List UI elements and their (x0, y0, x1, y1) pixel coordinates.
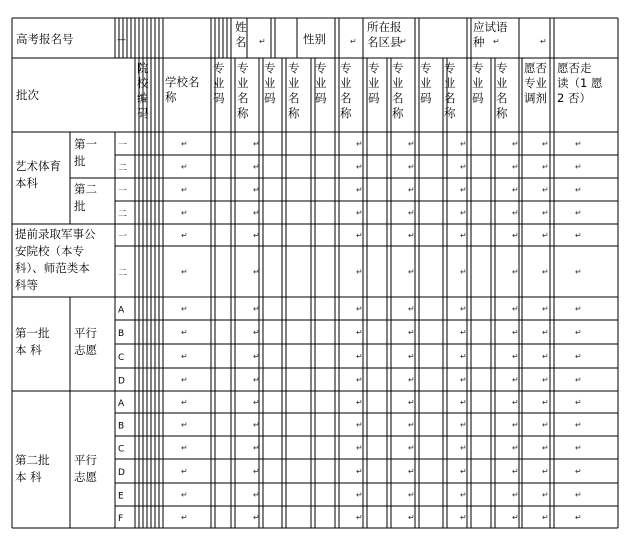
row-marker: B (118, 421, 125, 432)
cell-placeholder-mark: ↵ (542, 304, 549, 314)
cell-placeholder-mark: ↵ (460, 467, 467, 476)
cell-placeholder-mark: ↵ (542, 513, 549, 522)
parallel-choice-label: 平行 (74, 453, 97, 467)
cell-placeholder-mark: ↵ (512, 162, 519, 172)
cell-placeholder-mark: ↵ (460, 375, 467, 385)
cell-placeholder-mark: ↵ (356, 267, 363, 277)
cell-placeholder-mark: ↵ (408, 420, 415, 430)
cell-placeholder-mark: ↵ (408, 231, 415, 240)
row-marker: B (118, 329, 125, 339)
cell-placeholder-mark: ↵ (542, 231, 549, 240)
cell-placeholder-mark: ↵ (542, 375, 549, 385)
cell-placeholder-mark: ↵ (408, 443, 415, 453)
row-marker: C (118, 353, 125, 363)
cell-placeholder-mark: ↵ (575, 443, 582, 453)
cell-placeholder-mark: ↵ (356, 443, 363, 453)
cell-placeholder-mark: ↵ (356, 208, 363, 218)
cell-placeholder-mark: ↵ (512, 513, 519, 522)
language-label: 应试语 (473, 20, 508, 34)
cell-placeholder-mark: ↵ (512, 467, 519, 476)
table-text-layer (15, 20, 603, 524)
cell-placeholder-mark: ↵ (253, 304, 260, 314)
major-code-column-label: 业 (264, 76, 276, 90)
cell-placeholder-mark: ↵ (356, 185, 363, 195)
cell-placeholder-mark: ↵ (542, 162, 549, 172)
cell-placeholder-mark: ↵ (181, 398, 188, 407)
major-code-column-label: 码 (264, 91, 276, 105)
cell-placeholder-mark: ↵ (460, 443, 467, 453)
first-batch-undergrad-label: 第一批 (15, 326, 50, 340)
major-name-column-label: 名 (288, 91, 300, 105)
cell-placeholder-mark: ↵ (575, 352, 582, 361)
cell-placeholder-mark: ↵ (575, 162, 582, 172)
parallel-choice-label: 平行 (74, 326, 97, 340)
cell-placeholder-mark: ↵ (181, 328, 188, 337)
cell-placeholder-mark: ↵ (575, 208, 582, 218)
school-code-column-label: 校 (137, 76, 149, 90)
cell-placeholder-mark: ↵ (542, 467, 549, 476)
art-sports-batch-label: 本科 (15, 176, 38, 190)
major-name-column-label: 称 (237, 106, 249, 120)
cell-placeholder-mark: ↵ (408, 352, 415, 361)
cell-placeholder-mark: ↵ (542, 208, 549, 218)
major-name-column-label: 称 (496, 106, 508, 120)
major-code-column-label: 专 (213, 61, 225, 75)
cell-placeholder-mark: ↵ (408, 185, 415, 195)
header-placeholder-mark: ↵ (400, 37, 407, 46)
cell-placeholder-mark: ↵ (356, 352, 363, 361)
cell-placeholder-mark: ↵ (408, 139, 415, 149)
cell-placeholder-mark: ↵ (181, 208, 188, 218)
second-batch-undergrad-label: 第二批 (15, 453, 50, 467)
cell-placeholder-mark: ↵ (253, 467, 260, 476)
first-batch-label: 第一 (74, 137, 97, 151)
cell-placeholder-mark: ↵ (408, 490, 415, 500)
cell-placeholder-mark: ↵ (575, 420, 582, 430)
early-admission-label: 安院校（本专 (15, 244, 84, 258)
language-label: 种 (473, 35, 485, 49)
cell-placeholder-mark: ↵ (408, 267, 415, 277)
major-code-column-label: 专 (315, 61, 327, 75)
cell-placeholder-mark: ↵ (542, 185, 549, 195)
cell-placeholder-mark: ↵ (181, 467, 188, 476)
cell-placeholder-mark: ↵ (253, 231, 260, 240)
cell-placeholder-mark: ↵ (512, 304, 519, 314)
cell-placeholder-mark: ↵ (512, 490, 519, 500)
cell-placeholder-mark: ↵ (181, 304, 188, 314)
cell-placeholder-mark: ↵ (512, 231, 519, 240)
major-code-column-label: 专 (472, 61, 484, 75)
major-name-column-label: 专 (444, 61, 456, 75)
row-marker: E (118, 491, 124, 502)
cell-placeholder-mark: ↵ (181, 267, 188, 277)
cell-placeholder-mark: ↵ (253, 352, 260, 361)
study-column-label: 读（1 愿 (557, 76, 603, 90)
cell-placeholder-mark: ↵ (460, 208, 467, 218)
cell-placeholder-mark: ↵ (253, 267, 260, 277)
first-batch-label: 批 (74, 154, 86, 168)
major-code-column-label: 业 (213, 76, 225, 90)
cell-placeholder-mark: ↵ (575, 231, 582, 240)
major-name-column-label: 称 (392, 106, 404, 120)
major-name-column-label: 名 (340, 91, 352, 105)
exam-number-label: 高考报名号 (16, 32, 74, 46)
cell-placeholder-mark: ↵ (575, 467, 582, 476)
major-name-column-label: 称 (340, 106, 352, 120)
cell-placeholder-mark: ↵ (460, 398, 467, 407)
name-label: 名 (235, 35, 247, 49)
cell-placeholder-mark: ↵ (460, 185, 467, 195)
cell-placeholder-mark: ↵ (512, 375, 519, 385)
cell-placeholder-mark: ↵ (542, 398, 549, 407)
cell-placeholder-mark: ↵ (575, 304, 582, 314)
major-name-column-label: 业 (444, 76, 456, 90)
cell-placeholder-mark: ↵ (512, 443, 519, 453)
cell-placeholder-mark: ↵ (356, 420, 363, 430)
first-batch-undergrad-label: 本 科 (15, 343, 42, 357)
school-name-column-label: 学校名 (165, 75, 200, 89)
school-code-column-label: 编 (137, 91, 149, 105)
cell-placeholder-mark: ↵ (460, 420, 467, 430)
major-name-column-label: 专 (340, 61, 352, 75)
cell-placeholder-mark: ↵ (253, 398, 260, 407)
cell-placeholder-mark: ↵ (253, 375, 260, 385)
major-code-column-label: 码 (213, 91, 225, 105)
cell-placeholder-mark: ↵ (542, 443, 549, 453)
cell-placeholder-mark: ↵ (542, 139, 549, 149)
major-name-column-label: 名 (392, 91, 404, 105)
cell-placeholder-mark: ↵ (460, 304, 467, 314)
art-sports-batch-label: 艺术体育 (15, 159, 61, 173)
adjust-column-label: 愿否 (524, 61, 547, 75)
cell-placeholder-mark: ↵ (575, 490, 582, 500)
cell-placeholder-mark: ↵ (575, 375, 582, 385)
cell-placeholder-mark: ↵ (575, 267, 582, 277)
header-placeholder-mark: ↵ (350, 37, 357, 46)
major-name-column-label: 业 (288, 76, 300, 90)
major-name-column-label: 专 (237, 61, 249, 75)
major-name-column-label: 业 (392, 76, 404, 90)
cell-placeholder-mark: ↵ (356, 231, 363, 240)
cell-placeholder-mark: ↵ (356, 139, 363, 149)
parallel-choice-label: 志愿 (74, 470, 97, 484)
adjust-column-label: 调剂 (524, 91, 547, 105)
cell-placeholder-mark: ↵ (512, 267, 519, 277)
school-code-column-label: 院 (137, 61, 149, 75)
cell-placeholder-mark: ↵ (575, 398, 582, 407)
cell-placeholder-mark: ↵ (408, 375, 415, 385)
row-marker: 二 (118, 268, 128, 279)
major-code-column-label: 码 (472, 91, 484, 105)
cell-placeholder-mark: ↵ (512, 185, 519, 195)
major-name-column-label: 称 (288, 106, 300, 120)
cell-placeholder-mark: ↵ (181, 185, 188, 195)
major-code-column-label: 专 (264, 61, 276, 75)
cell-placeholder-mark: ↵ (356, 162, 363, 172)
cell-placeholder-mark: ↵ (575, 185, 582, 195)
cell-placeholder-mark: ↵ (542, 490, 549, 500)
cell-placeholder-mark: ↵ (181, 490, 188, 500)
adjust-column-label: 专业 (524, 76, 547, 90)
cell-placeholder-mark: ↵ (181, 513, 188, 522)
major-code-column-label: 码 (315, 91, 327, 105)
major-name-column-label: 专 (392, 61, 404, 75)
district-label: 所在报 (367, 20, 402, 34)
row-marker: C (118, 444, 125, 455)
cell-placeholder-mark: ↵ (356, 375, 363, 385)
cell-placeholder-mark: ↵ (181, 139, 188, 149)
exam-number-dash: — (117, 35, 126, 45)
batch-column-label: 批次 (16, 88, 39, 102)
major-code-column-label: 码 (420, 91, 432, 105)
cell-placeholder-mark: ↵ (356, 398, 363, 407)
cell-placeholder-mark: ↵ (253, 162, 260, 172)
cell-placeholder-mark: ↵ (356, 467, 363, 476)
study-column-label: 2 否） (557, 91, 591, 105)
cell-placeholder-mark: ↵ (356, 490, 363, 500)
cell-placeholder-mark: ↵ (575, 513, 582, 522)
major-name-column-label: 业 (237, 76, 249, 90)
cell-placeholder-mark: ↵ (181, 420, 188, 430)
school-code-column-label: 码 (137, 106, 149, 120)
cell-placeholder-mark: ↵ (253, 328, 260, 337)
cell-placeholder-mark: ↵ (460, 352, 467, 361)
name-label: 姓 (235, 20, 247, 34)
cell-placeholder-mark: ↵ (512, 398, 519, 407)
row-marker: D (118, 468, 125, 478)
major-name-column-label: 称 (444, 106, 456, 120)
early-admission-label: 提前录取军事公 (15, 227, 96, 241)
cell-placeholder-mark: ↵ (542, 267, 549, 277)
second-batch-label: 批 (74, 199, 86, 213)
cell-placeholder-mark: ↵ (512, 352, 519, 361)
row-marker: 一 (118, 140, 128, 151)
cell-placeholder-mark: ↵ (408, 513, 415, 522)
header-placeholder-mark: ↵ (493, 37, 500, 46)
cell-placeholder-mark: ↵ (460, 139, 467, 149)
major-code-column-label: 专 (368, 61, 380, 75)
second-batch-undergrad-label: 本 科 (15, 470, 42, 484)
cell-placeholder-mark: ↵ (460, 231, 467, 240)
row-marker: A (118, 399, 125, 409)
cell-placeholder-mark: ↵ (181, 231, 188, 240)
cell-placeholder-mark: ↵ (253, 420, 260, 430)
major-code-column-label: 业 (420, 76, 432, 90)
cell-placeholder-mark: ↵ (542, 420, 549, 430)
cell-placeholder-mark: ↵ (253, 513, 260, 522)
cell-placeholder-mark: ↵ (460, 162, 467, 172)
cell-placeholder-mark: ↵ (460, 328, 467, 337)
major-code-column-label: 业 (472, 76, 484, 90)
cell-placeholder-mark: ↵ (253, 185, 260, 195)
cell-placeholder-mark: ↵ (575, 139, 582, 149)
major-name-column-label: 名 (496, 91, 508, 105)
cell-placeholder-mark: ↵ (542, 352, 549, 361)
major-name-column-label: 业 (340, 76, 352, 90)
major-code-column-label: 业 (315, 76, 327, 90)
cell-placeholder-mark: ↵ (512, 328, 519, 337)
cell-placeholder-mark: ↵ (460, 490, 467, 500)
cell-placeholder-mark: ↵ (512, 139, 519, 149)
major-code-column-label: 专 (420, 61, 432, 75)
cell-placeholder-mark: ↵ (253, 443, 260, 453)
major-name-column-label: 名 (444, 91, 456, 105)
row-marker: F (118, 514, 124, 524)
cell-placeholder-mark: ↵ (181, 352, 188, 361)
cell-placeholder-mark: ↵ (253, 139, 260, 149)
row-marker: 一 (118, 186, 128, 197)
school-name-column-label: 称 (165, 90, 177, 104)
row-marker: A (118, 305, 125, 316)
cell-placeholder-mark: ↵ (460, 267, 467, 277)
cell-placeholder-mark: ↵ (408, 328, 415, 337)
parallel-choice-label: 志愿 (74, 343, 97, 357)
cell-placeholder-mark: ↵ (408, 398, 415, 407)
major-name-column-label: 业 (496, 76, 508, 90)
gender-label: 性别 (303, 32, 326, 46)
row-marker: 二 (118, 209, 128, 220)
major-name-column-label: 名 (237, 91, 249, 105)
cell-placeholder-mark: ↵ (253, 490, 260, 500)
cell-placeholder-mark: ↵ (253, 208, 260, 218)
cell-placeholder-mark: ↵ (460, 513, 467, 522)
row-marker: D (118, 376, 125, 387)
cell-placeholder-mark: ↵ (181, 443, 188, 453)
study-column-label: 愿否走 (557, 61, 592, 75)
cell-placeholder-mark: ↵ (542, 328, 549, 337)
header-placeholder-mark: ↵ (540, 37, 547, 46)
cell-placeholder-mark: ↵ (356, 513, 363, 522)
cell-placeholder-mark: ↵ (575, 328, 582, 337)
row-marker: 一 (118, 232, 128, 242)
early-admission-label: 科等 (15, 278, 38, 292)
cell-placeholder-mark: ↵ (408, 208, 415, 218)
cell-placeholder-mark: ↵ (356, 304, 363, 314)
district-label: 名区县 (367, 35, 402, 49)
major-name-column-label: 专 (496, 61, 508, 75)
major-name-column-label: 专 (288, 61, 300, 75)
header-placeholder-mark: ↵ (259, 37, 266, 46)
cell-placeholder-mark: ↵ (512, 208, 519, 218)
cell-placeholder-mark: ↵ (181, 162, 188, 172)
cell-placeholder-mark: ↵ (512, 420, 519, 430)
cell-placeholder-mark: ↵ (408, 162, 415, 172)
cell-placeholder-mark: ↵ (408, 467, 415, 476)
early-admission-label: 科）、师范类本 (15, 261, 90, 275)
row-marker: 二 (118, 163, 128, 174)
cell-placeholder-mark: ↵ (356, 328, 363, 337)
major-code-column-label: 码 (368, 91, 380, 105)
second-batch-label: 第二 (74, 182, 97, 196)
cell-placeholder-mark: ↵ (408, 304, 415, 314)
cell-placeholder-mark: ↵ (181, 375, 188, 385)
major-code-column-label: 业 (368, 76, 380, 90)
